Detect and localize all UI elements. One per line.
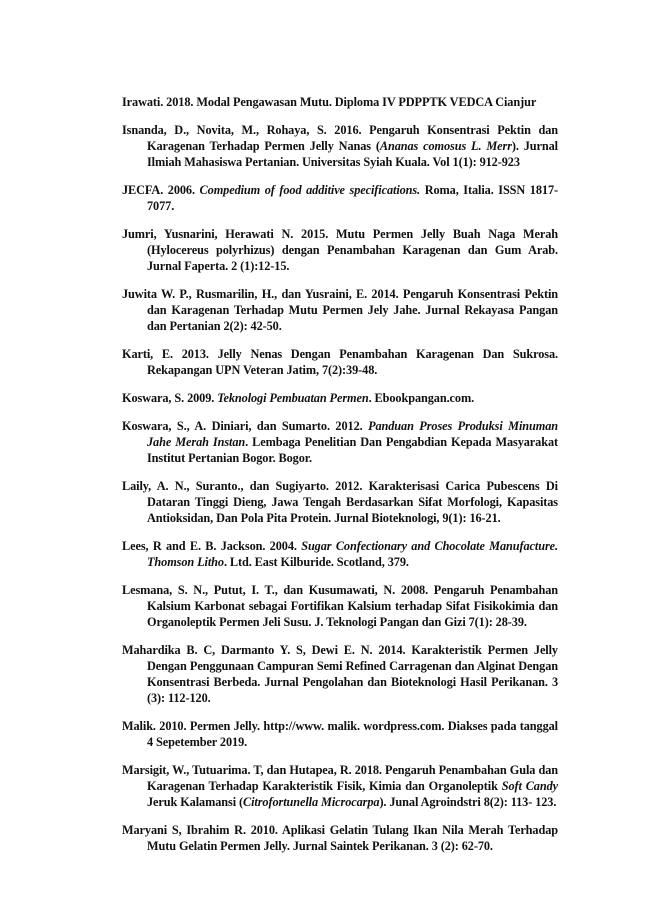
reference-text: ). Jurnal Ilmiah Mahasiswa Pertanian. Universitas Syiah Kuala. Vol 1(1): 912-923 xyxy=(147,139,559,169)
reference-text: Lees, R and E. B. Jackson. 2004. xyxy=(122,539,302,553)
reference-text: Irawati. 2018. Modal Pengawasan Mutu. Diploma IV PDPPTK VEDCA Cianjur xyxy=(122,95,537,109)
reference-text: Karti, E. 2013. Jelly Nenas Dengan Penambahan Karagenan Dan Sukrosa. Rekapangan UPN Veteran Jatim, 7(2):39-48. xyxy=(122,347,558,377)
reference-entry xyxy=(122,122,558,170)
reference-italic-text: Sugar Confectionary and Chocolate Manufacture. Thomson Litho xyxy=(147,539,558,569)
reference-entry xyxy=(122,346,558,378)
reference-text: Jeruk Kalamansi ( xyxy=(147,795,243,809)
reference-text: ). Junal Agroindstri 8(2): 113- 123. xyxy=(379,795,557,809)
reference-italic-text: Teknologi Pembuatan Permen xyxy=(217,391,369,405)
reference-entry xyxy=(122,226,558,274)
reference-text: Isnanda, D., Novita, M., Rohaya, S. 2016. Pengaruh Konsentrasi Pektin dan Karagenan Terhadap Permen Jelly Nanas ( xyxy=(122,123,558,153)
reference-text: Koswara, S., A. Diniari, dan Sumarto. 2012. xyxy=(122,419,369,433)
reference-entry xyxy=(122,286,558,334)
reference-text: . Ltd. East Kilburide. Scotland, 379. xyxy=(223,555,409,569)
reference-entry xyxy=(122,762,558,810)
reference-text: Malik. 2010. Permen Jelly. http://www. malik. wordpress.com. Diakses pada tanggal 4 Sepetember 2019. xyxy=(122,719,558,749)
reference-text: Maryani S, Ibrahim R. 2010. Aplikasi Gelatin Tulang Ikan Nila Merah Terhadap Mutu Gelatin Permen Jelly. Jurnal Saintek Perikanan. 3 (2): 62-70. xyxy=(122,823,558,853)
reference-entry xyxy=(122,182,558,214)
reference-entry xyxy=(122,582,558,630)
reference-entry xyxy=(122,822,558,854)
reference-italic-text: Citrofortunella Microcarpa xyxy=(243,795,380,809)
reference-text: Roma, Italia. ISSN 1817-7077. xyxy=(147,183,558,213)
reference-text: Koswara, S. 2009. xyxy=(122,391,218,405)
reference-text: Jumri, Yusnarini, Herawati N. 2015. Mutu Permen Jelly Buah Naga Merah (Hylocereus polyrhizus) dengan Penambahan Karagenan dan Gum Arab. Jurnal Faperta. 2 (1):12-15. xyxy=(122,227,558,273)
reference-entry xyxy=(122,642,558,706)
reference-text: . Lembaga Penelitian Dan Pengabdian Kepada Masyarakat Institut Pertanian Bogor. Bogor. xyxy=(147,435,558,465)
reference-italic-text: Panduan Proses Produksi Minuman Jahe Merah Instan xyxy=(147,419,558,449)
reference-text: . Ebookpangan.com. xyxy=(368,391,475,405)
reference-text: Marsigit, W., Tutuarima. T, dan Hutapea, R. 2018. Pengaruh Penambahan Gula dan Karagenan Terhadap Karakteristik Fisik, Kimia dan Organoleptik xyxy=(122,763,558,793)
reference-entry xyxy=(122,478,558,526)
reference-text: Lesmana, S. N., Putut, I. T., dan Kusumawati, N. 2008. Pengaruh Penambahan Kalsium Karbonat sebagai Fortifikan Kalsium terhadap Sifat Fisikokimia dan Organoleptik Permen Jeli Susu. J. Teknologi Pangan dan Gizi 7(1): 28-39. xyxy=(122,583,558,629)
reference-list xyxy=(122,94,558,866)
reference-italic-text: Ananas comosus L. Merr xyxy=(379,139,512,153)
reference-italic-text: Compedium of food additive specifications. xyxy=(199,183,421,197)
reference-text: Mahardika B. C, Darmanto Y. S, Dewi E. N. 2014. Karakteristik Permen Jelly Dengan Penggunaan Campuran Semi Refined Carragenan dan Alginat Dengan Konsentrasi Berbeda. Jurnal Pengolahan dan Bioteknologi Hasil Perikanan. 3 (3): 112-120. xyxy=(122,643,558,705)
reference-entry xyxy=(122,418,558,466)
reference-text: Juwita W. P., Rusmarilin, H., dan Yusraini, E. 2014. Pengaruh Konsentrasi Pektin dan Karagenan Terhadap Mutu Permen Jely Jahe. Jurnal Rekayasa Pangan dan Pertanian 2(2): 42-50. xyxy=(122,287,558,333)
reference-entry xyxy=(122,390,558,406)
reference-text: Laily, A. N., Suranto., dan Sugiyarto. 2012. Karakterisasi Carica Pubescens Di Dataran Tinggi Dieng, Jawa Tengah Berdasarkan Sifat Morfologi, Kapasitas Antioksidan, Dan Pola Pita Protein. Jurnal Bioteknologi, 9(1): 16-21. xyxy=(122,479,558,525)
reference-text: JECFA. 2006. xyxy=(122,183,200,197)
reference-italic-text: Soft Candy xyxy=(501,779,558,793)
reference-entry xyxy=(122,538,558,570)
reference-entry xyxy=(122,718,558,750)
reference-entry xyxy=(122,94,558,110)
